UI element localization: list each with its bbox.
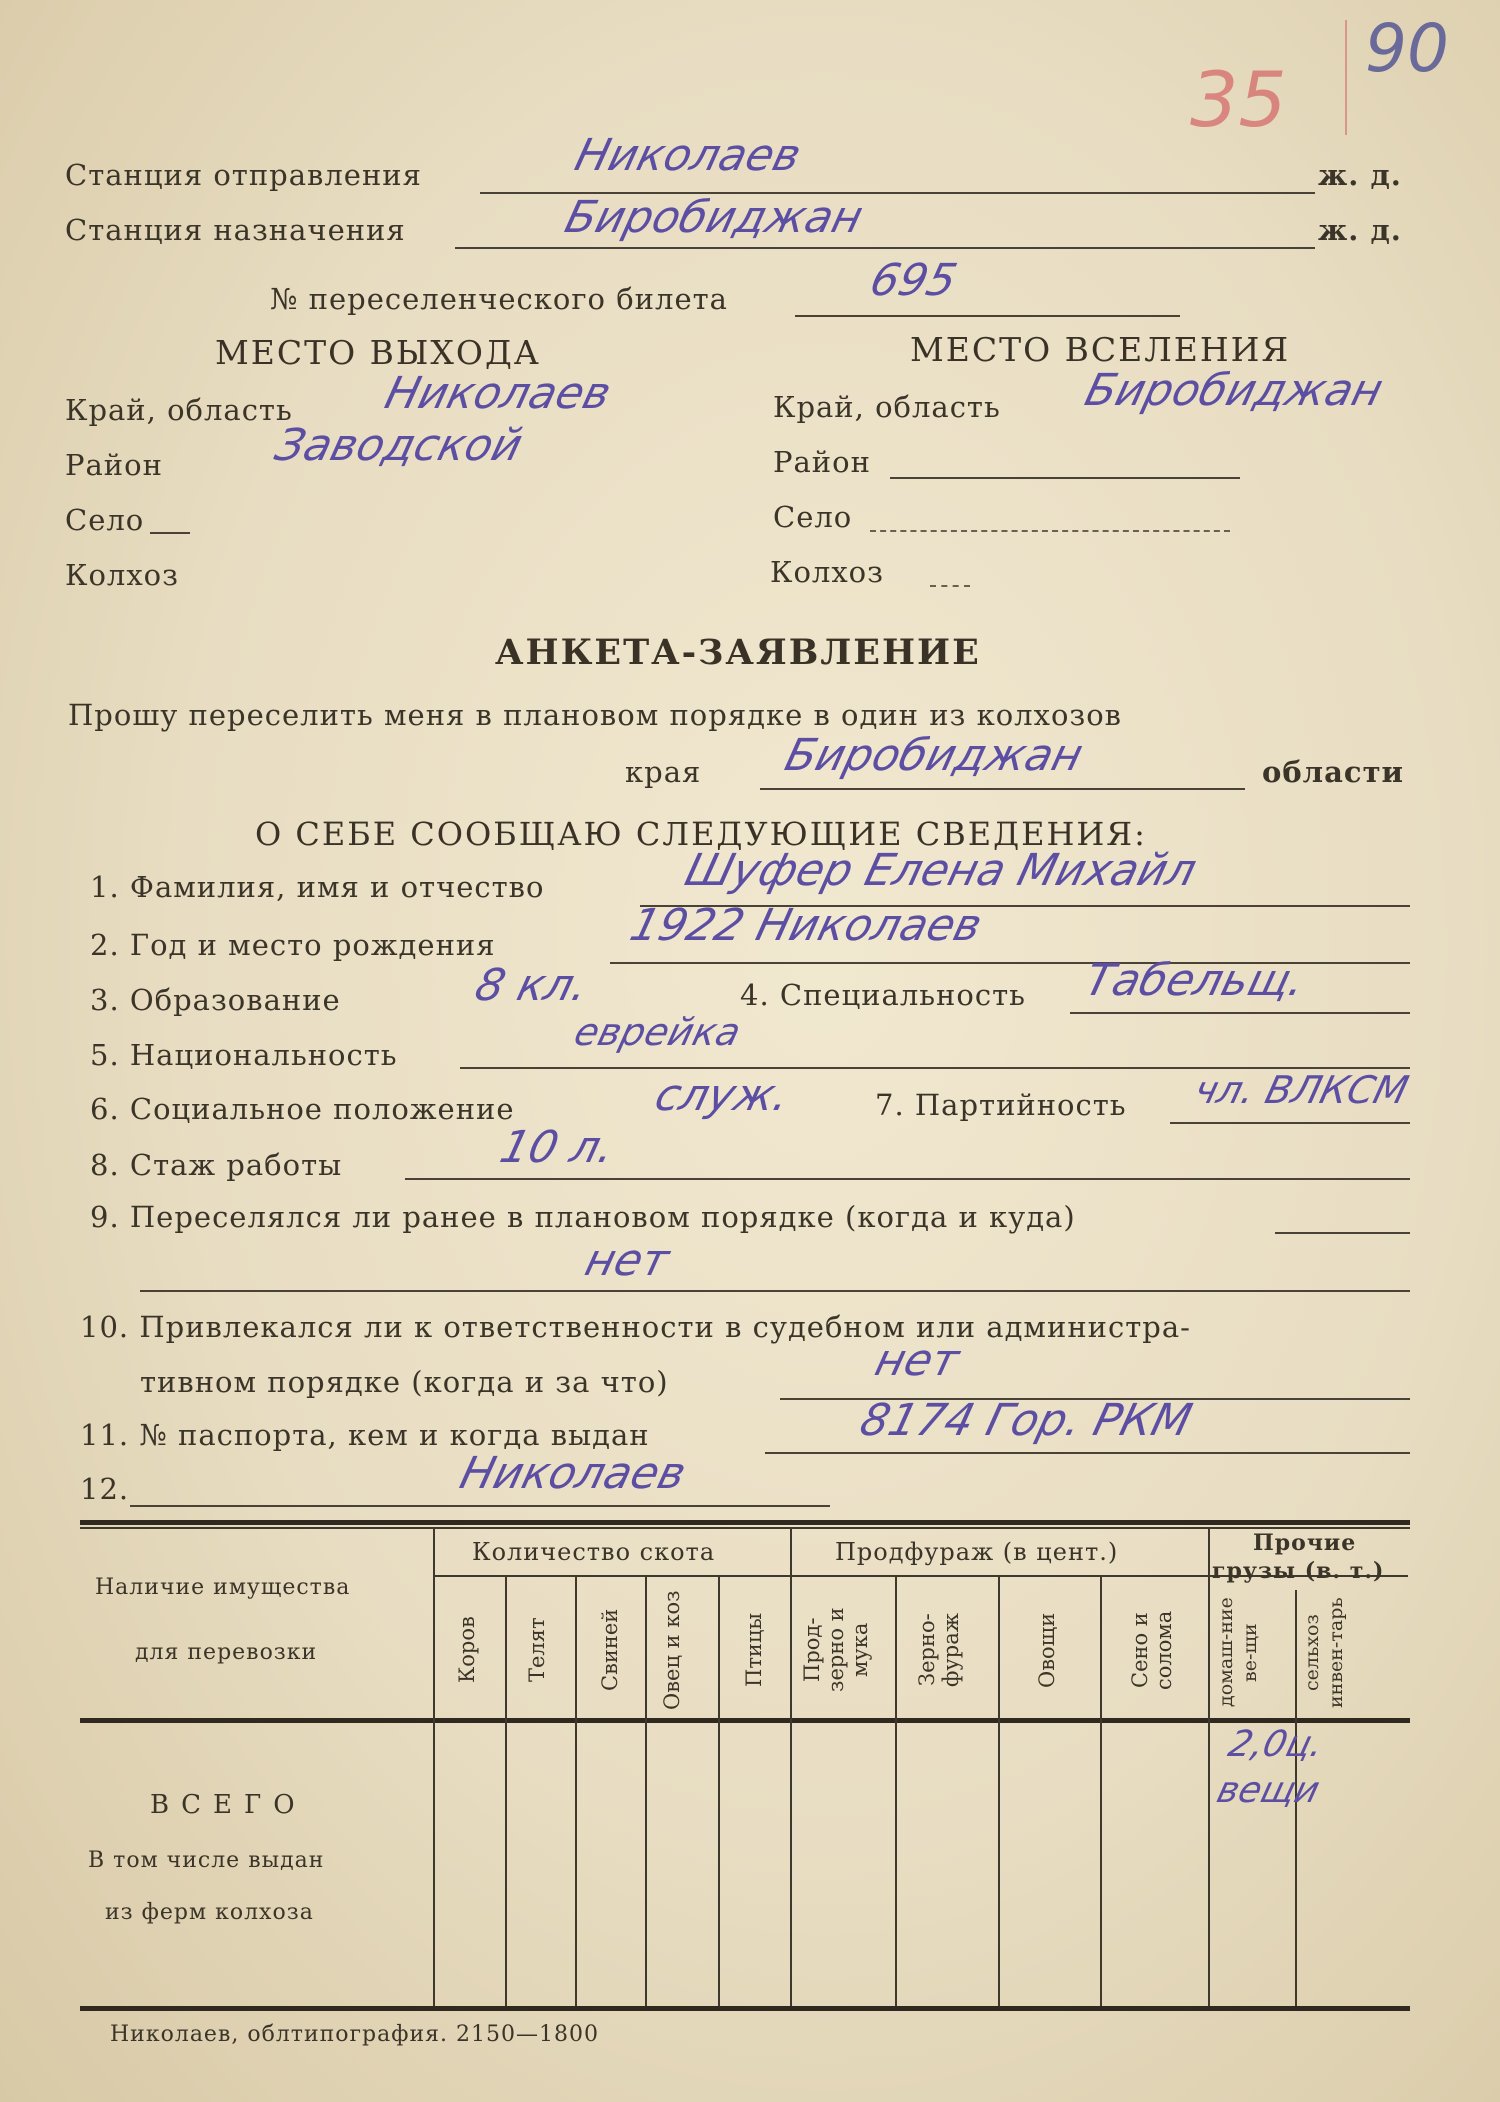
archive-number: 90	[1365, 10, 1449, 87]
departure-label: Станция отправления	[65, 158, 422, 192]
region-value: Биробиджан	[780, 730, 1088, 781]
col-sheep: Овец и коз	[660, 1590, 684, 1710]
row-header-a: Наличие имущества	[95, 1575, 351, 1600]
origin-district-value: Заводской	[270, 420, 528, 471]
origin-region-value: Николаев	[380, 368, 616, 419]
group-livestock: Количество скота	[472, 1538, 716, 1566]
field-12-label: 12.	[80, 1472, 130, 1506]
field-4-value: Табельщ.	[1080, 955, 1311, 1006]
field-5-label: 5. Национальность	[90, 1038, 398, 1072]
request-line: Прошу переселить меня в плановом порядке в один из колхозов	[68, 698, 1123, 732]
field-11-value: 8174 Гор. РКМ	[855, 1395, 1197, 1446]
col-grainfodder: Зерно-фураж	[915, 1612, 963, 1688]
field-8-label: 8. Стаж работы	[90, 1148, 343, 1182]
origin-village-label: Село	[65, 503, 145, 537]
field-1-label: 1. Фамилия, имя и отчество	[90, 870, 545, 904]
destination-region-value: Биробиджан	[1080, 365, 1388, 416]
origin-heading: МЕСТО ВЫХОДА	[215, 333, 541, 372]
field-10-label-b: тивном порядке (когда и за что)	[140, 1365, 669, 1399]
col-hay: Сено и солома	[1128, 1610, 1176, 1690]
col-cows: Коров	[455, 1616, 479, 1684]
field-8-value: 10 л.	[495, 1122, 620, 1173]
rail-suffix-1: ж. д.	[1318, 158, 1402, 192]
origin-kolkhoz-label: Колхоз	[65, 558, 179, 592]
field-6-label: 6. Социальное положение	[90, 1092, 515, 1126]
issued-label-b: из ферм колхоза	[105, 1900, 314, 1925]
field-7-label: 7. Партийность	[875, 1088, 1127, 1122]
destination-kolkhoz-label: Колхоз	[770, 555, 884, 589]
origin-district-label: Район	[65, 448, 163, 482]
col-calves: Телят	[525, 1617, 549, 1683]
field-10-label-a: 10. Привлекался ли к ответственности в судебном или администра-	[80, 1310, 1191, 1344]
field-3-label: 3. Образование	[90, 983, 341, 1017]
destination-value: Биробиджан	[560, 192, 868, 243]
field-2-label: 2. Год и место рождения	[90, 928, 496, 962]
field-7-value: чл. ВЛКСМ	[1190, 1068, 1413, 1112]
origin-region-label: Край, область	[65, 393, 293, 427]
destination-label: Станция назначения	[65, 213, 406, 247]
info-heading: О СЕБЕ СООБЩАЮ СЛЕДУЮЩИЕ СВЕДЕНИЯ:	[255, 815, 1147, 853]
ticket-label: № переселенческого билета	[270, 282, 728, 316]
household-value: 2,0ц. вещи	[1212, 1724, 1328, 1811]
field-11-label: 11. № паспорта, кем и когда выдан	[80, 1418, 650, 1452]
col-household: домаш-ние ве-щи	[1215, 1597, 1261, 1708]
field-1-value: Шуфер Елена Михайл	[680, 845, 1202, 896]
col-vegetables: Овощи	[1035, 1612, 1059, 1688]
col-farm: сельхоз инвен-тарь	[1301, 1597, 1347, 1708]
col-pigs: Свиней	[598, 1608, 622, 1692]
destination-district-label: Район	[773, 445, 871, 479]
region-prefix: края	[625, 755, 702, 789]
field-3-value: 8 кл.	[470, 960, 594, 1011]
field-9-label: 9. Переселялся ли ранее в плановом порядке (когда и куда)	[90, 1200, 1076, 1234]
destination-village-label: Село	[773, 500, 853, 534]
field-9-value: нет	[580, 1235, 675, 1286]
field-10-value: нет	[870, 1335, 965, 1386]
form-title: АНКЕТА-ЗАЯВЛЕНИЕ	[495, 632, 981, 673]
destination-heading: МЕСТО ВСЕЛЕНИЯ	[910, 330, 1291, 369]
issued-label-a: В том числе выдан	[88, 1848, 325, 1873]
footer-imprint: Николаев, облтипография. 2150—1800	[110, 2022, 599, 2047]
col-birds: Птицы	[742, 1612, 766, 1688]
field-6-value: служ.	[650, 1070, 795, 1121]
region-suffix: области	[1262, 755, 1405, 789]
destination-region-label: Край, область	[773, 390, 1001, 424]
departure-value: Николаев	[570, 130, 806, 181]
old-archive-number: 35	[1190, 55, 1287, 144]
col-grain: Прод-зерно и мука	[800, 1607, 872, 1693]
group-other-a: Прочие	[1253, 1530, 1357, 1556]
corner-stroke	[1345, 20, 1347, 135]
field-2-value: 1922 Николаев	[625, 900, 987, 951]
row-header-b: для перевозки	[135, 1640, 318, 1665]
group-other-b: грузы (в. т.)	[1212, 1558, 1385, 1584]
field-4-label: 4. Специальность	[740, 978, 1026, 1012]
field-5-value: еврейка	[570, 1010, 746, 1054]
ticket-value: 695	[865, 255, 962, 306]
group-fodder: Продфураж (в цент.)	[835, 1538, 1119, 1566]
total-label: ВСЕГО	[150, 1790, 307, 1820]
rail-suffix-2: ж. д.	[1318, 213, 1402, 247]
field-12-value: Николаев	[455, 1448, 691, 1499]
